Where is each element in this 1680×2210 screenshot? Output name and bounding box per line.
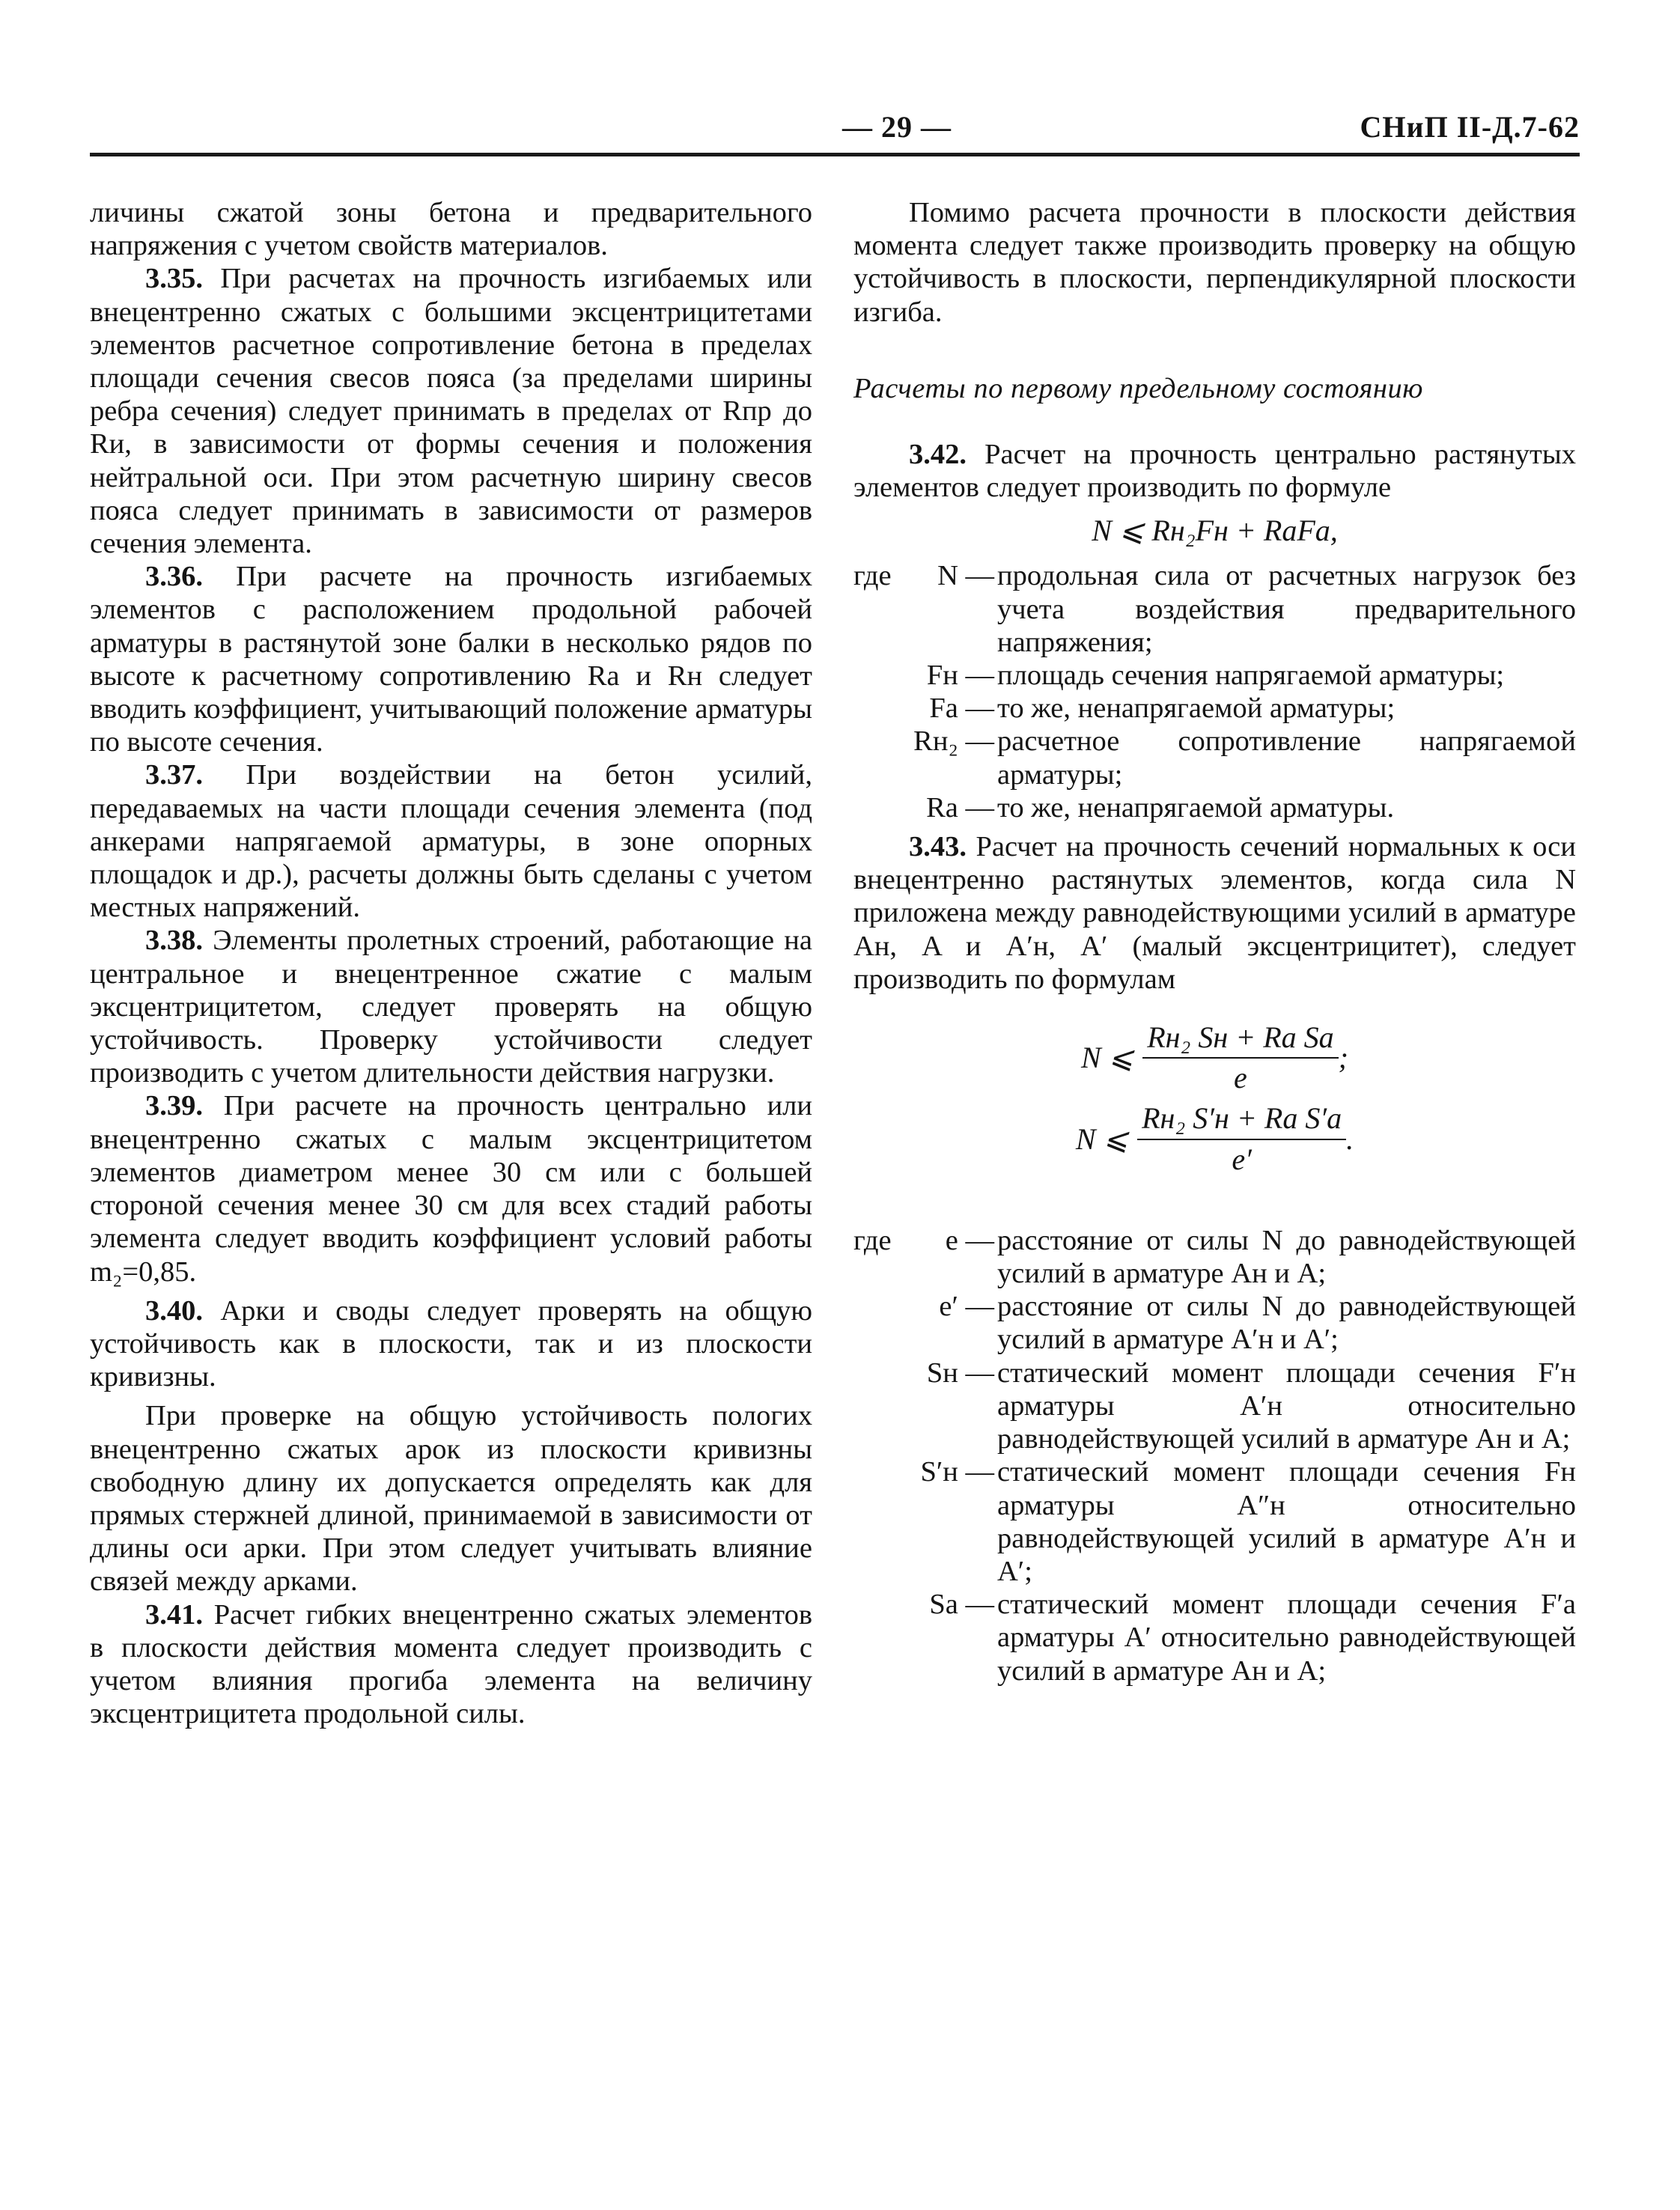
definitions-3-43	[853, 1224, 1576, 1687]
clause-text: При расчете на прочность центрально или внецентренно сжатых с малым эксцентрицитетом элементов диаметром менее 30 см или с большей стороной сечения менее 30 см для всех стадий работы элемента следует вводить коэффициент условий работы m₂=0,85.	[90, 1090, 812, 1288]
clause-3-35	[90, 262, 812, 560]
clause-number: 3.42.	[909, 439, 967, 471]
formula-small-eccentricity-1	[1081, 1021, 1348, 1095]
definition-symbol: Sа —	[929, 1589, 994, 1621]
definition-text: продольная сила от расчетных нагрузок без учета воздействия предварительного напряжения;	[997, 560, 1576, 658]
section-title: Расчеты по первому предельному состоянию	[853, 372, 1423, 404]
clause-3-43	[853, 830, 1576, 996]
clause-number: 3.36.	[145, 561, 203, 593]
clause-3-39	[90, 1089, 812, 1288]
formula-end: ;	[1338, 1041, 1348, 1075]
clause-text: Элементы пролетных строений, работающие на центральное и внецентренное сжатие с малым эксцентрицитетом, следует проверять на общую устойчивость. Проверку устойчивости следует производить с учетом длительности действия нагрузки.	[90, 925, 812, 1089]
fraction-numerator: Rн₂ S′н + Rа S′а	[1137, 1102, 1346, 1139]
definition-symbol: Rн₂ —	[913, 725, 994, 758]
definition-symbol: Fа —	[929, 692, 994, 725]
definition-symbol: e —	[945, 1224, 994, 1256]
definition-text: статический момент площади сечения Fн арматуры A″н относительно равнодействующей усилий в арматуре A′н и A′;	[997, 1456, 1576, 1587]
clause-text: Расчет на прочность сечений нормальных к оси внецентренно растянутых элементов, когда сила N приложена между равнодействующими усилий в арматуре Aн, A и A′н, A′ (малый эксцентрицитет), следует производить по формулам	[853, 831, 1576, 995]
clause-3-40	[90, 1294, 812, 1394]
clause-number: 3.37.	[145, 759, 203, 791]
where-label: где	[853, 560, 892, 592]
definition-text: статический момент площади сечения F′а арматуры A′ относительно равнодействующей усилий в арматуре Aн и A;	[997, 1589, 1576, 1687]
clause-3-40-continued: При проверке на общую устойчивость пологих внецентренно сжатых арок из плоскости кривизны свободную длину их допускается определять как для прямых стержней длиной, принимаемой в зависимости от длины оси арки. При этом следует учитывать влияние связей между арками.	[90, 1400, 812, 1598]
definition-text: то же, ненапрягаемой арматуры.	[997, 791, 1395, 824]
definition-symbol: e′ —	[939, 1291, 994, 1323]
definition-text: расстояние от силы N до равнодействующей усилий в арматуре Aн и A;	[997, 1224, 1576, 1290]
fraction-denominator: e′	[1232, 1142, 1252, 1176]
clause-number: 3.35.	[145, 263, 203, 295]
definition-item	[853, 659, 1576, 692]
clause-3-41	[90, 1598, 812, 1731]
fraction-numerator: Rн₂ Sн + Rа Sа	[1142, 1021, 1338, 1059]
formula-end: .	[1346, 1121, 1354, 1156]
definition-symbol: Rа —	[926, 791, 994, 824]
formulas-3-43	[853, 1021, 1576, 1176]
where-label: где	[853, 1224, 892, 1256]
clause-text: Расчет гибких внецентренно сжатых элементов в плоскости действия момента следует производить с учетом влияния прогиба элемента на величину эксцентрицитета продольной силы.	[90, 1598, 812, 1730]
clause-3-36	[90, 560, 812, 758]
definition-text: площадь сечения напрягаемой арматуры;	[997, 660, 1505, 692]
formula-lhs: N ⩽	[1081, 1041, 1134, 1075]
fraction	[1142, 1021, 1338, 1095]
clause-number: 3.41.	[145, 1598, 203, 1631]
clause-number: 3.43.	[909, 831, 967, 863]
definition-item	[853, 791, 1576, 824]
formula-3-42: N ⩽ Rн₂Fн + RаFа,	[1092, 514, 1338, 548]
clause-text: При расчете на прочность изгибаемых элементов с расположением продольной рабочей арматуры в растянутой зоне балки в несколько рядов по высоте к расчетному сопротивлению Rа и Rн следует вводить коэффициент, учитывающий положение арматуры по высоте сечения.	[90, 561, 812, 758]
definition-symbol: Fн —	[926, 660, 994, 692]
clause-text: Расчет на прочность центрально растянутых элементов следует производить по формуле	[853, 439, 1576, 504]
clause-number: 3.38.	[145, 925, 203, 957]
definition-symbol: S′н —	[920, 1456, 994, 1488]
definition-text: статический момент площади сечения F′н арматуры A′н относительно равнодействующей усилий в арматуре Aн и A;	[997, 1357, 1576, 1455]
definition-text: расчетное сопротивление напрягаемой арматуры;	[997, 725, 1576, 791]
clause-3-37	[90, 758, 812, 924]
formula-small-eccentricity-2	[1076, 1102, 1354, 1175]
definition-symbol: Sн —	[926, 1357, 994, 1389]
clause-3-42	[853, 438, 1576, 504]
fraction-denominator: e	[1234, 1061, 1247, 1095]
document-code: СНиП II-Д.7-62	[1360, 110, 1580, 144]
header-rule	[90, 153, 1580, 156]
clause-number: 3.40.	[145, 1294, 203, 1327]
definition-item	[853, 1224, 1576, 1290]
page-number: — 29 —	[842, 110, 952, 144]
definition-item	[853, 1455, 1576, 1588]
left-column	[90, 196, 812, 1730]
clause-text: Арки и своды следует проверять на общую устойчивость как в плоскости, так и из плоскости кривизны.	[90, 1294, 812, 1393]
definition-text: то же, ненапрягаемой арматуры;	[997, 692, 1396, 725]
definitions-3-42	[853, 559, 1576, 824]
clause-text: При расчетах на прочность изгибаемых или внецентренно сжатых с большими эксцентрицитетами элементов расчетное сопротивление бетона в пределах площади сечения свесов пояса (за пределами ширины ребра сечения) следует принимать в пределах от Rпр до Rи, в зависимости от формы сечения и положения нейтральной оси. При этом расчетную ширину свесов пояса следует принимать в зависимости от размеров сечения элемента.	[90, 263, 812, 560]
page-header	[90, 109, 1580, 154]
definition-text: расстояние от силы N до равнодействующей усилий в арматуре A′н и A′;	[997, 1291, 1576, 1356]
formula-lhs: N ⩽	[1075, 1121, 1129, 1156]
definition-item	[853, 1357, 1576, 1456]
definition-item	[853, 1290, 1576, 1356]
definition-item	[853, 559, 1576, 659]
definition-item	[853, 1588, 1576, 1687]
clause-3-38	[90, 924, 812, 1089]
right-column	[853, 196, 1576, 1687]
clause-text: При воздействии на бетон усилий, передаваемых на части площади сечения элемента (под анкерами напрягаемой арматуры, в зоне опорных площадок и др.), расчеты должны быть сделаны с учетом местных напряжений.	[90, 759, 812, 924]
definition-item	[853, 725, 1576, 791]
paragraph-continuation: личины сжатой зоны бетона и предварительного напряжения с учетом свойств материалов.	[90, 197, 812, 262]
clause-number: 3.39.	[145, 1090, 203, 1122]
fraction	[1137, 1102, 1346, 1175]
definition-symbol: N —	[937, 560, 994, 592]
paragraph-stability: Помимо расчета прочности в плоскости действия момента следует также производить проверку на общую устойчивость в плоскости, перпендикулярной плоскости изгиба.	[853, 197, 1576, 328]
definition-item	[853, 692, 1576, 725]
